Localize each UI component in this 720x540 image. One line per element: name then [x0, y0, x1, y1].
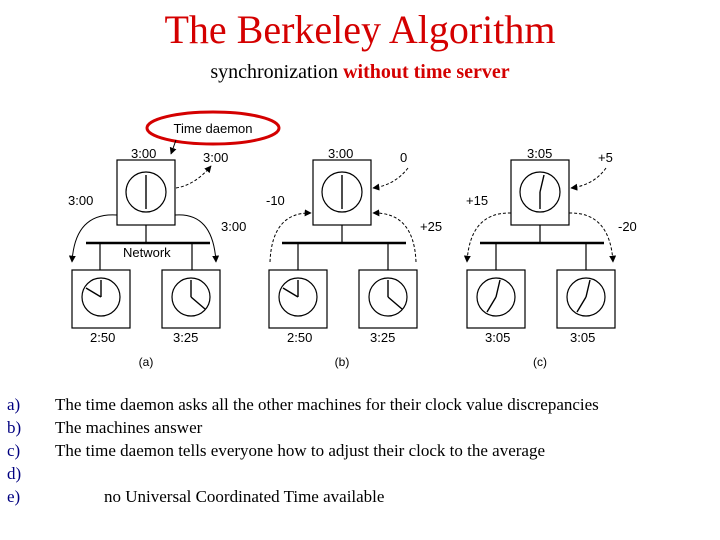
caption-a: (a)	[138, 355, 154, 369]
list-letter: b)	[7, 418, 22, 437]
machine-b1	[269, 270, 327, 345]
answer-b2: +25	[420, 219, 443, 234]
network-label: Network	[123, 245, 171, 260]
panel-b	[266, 146, 442, 369]
list-letter: c)	[7, 441, 21, 460]
machine-time-c2: 3:05	[570, 330, 596, 345]
network-a	[86, 225, 210, 270]
list-text: The machines answer	[55, 418, 203, 437]
list-text: The time daemon tells everyone how to adjust their clock to the average	[55, 441, 545, 460]
answer-b-daemon: 0	[400, 150, 408, 165]
machine-a1	[72, 270, 130, 345]
machine-b2	[359, 270, 417, 345]
network-b	[282, 225, 406, 270]
request-label-a2: 3:00	[68, 193, 94, 208]
network-c	[480, 225, 604, 270]
machine-time-a2: 3:25	[173, 330, 199, 345]
request-label-a3: 3:00	[221, 219, 247, 234]
panel-c	[466, 146, 637, 369]
machine-time-b1: 2:50	[287, 330, 313, 345]
list-text: The time daemon asks all the other machines for their clock value discrepancies	[55, 395, 599, 414]
answer-b1: -10	[266, 193, 285, 208]
list-text: no Universal Coordinated Time available	[104, 487, 385, 506]
daemon-label: Time daemon	[173, 121, 253, 136]
daemon-machine-c	[511, 146, 569, 225]
slide-title: The Berkeley Algorithm	[164, 7, 556, 52]
daemon-machine-a	[117, 146, 175, 225]
adjust-c1: +15	[466, 193, 489, 208]
panel-a	[68, 112, 279, 369]
caption-b: (b)	[334, 355, 350, 369]
machine-c2	[557, 270, 615, 345]
machine-a2	[162, 270, 220, 345]
daemon-time-c: 3:05	[527, 146, 553, 161]
caption-c: (c)	[533, 355, 547, 369]
machine-time-b2: 3:25	[370, 330, 396, 345]
daemon-time-a: 3:00	[131, 146, 157, 161]
list-letter: d)	[7, 464, 22, 483]
machine-time-c1: 3:05	[485, 330, 511, 345]
adjust-c-daemon: +5	[598, 150, 613, 165]
daemon-time-b: 3:00	[328, 146, 354, 161]
subtitle-highlight: without time server	[343, 61, 510, 83]
machine-c1	[467, 270, 525, 345]
subtitle-plain: synchronization	[210, 61, 344, 83]
machine-time-a1: 2:50	[90, 330, 116, 345]
adjust-c2: -20	[618, 219, 637, 234]
request-label-a1: 3:00	[203, 150, 229, 165]
list-letter: a)	[7, 395, 21, 414]
list-letter: e)	[7, 487, 21, 506]
daemon-machine-b	[313, 146, 371, 225]
